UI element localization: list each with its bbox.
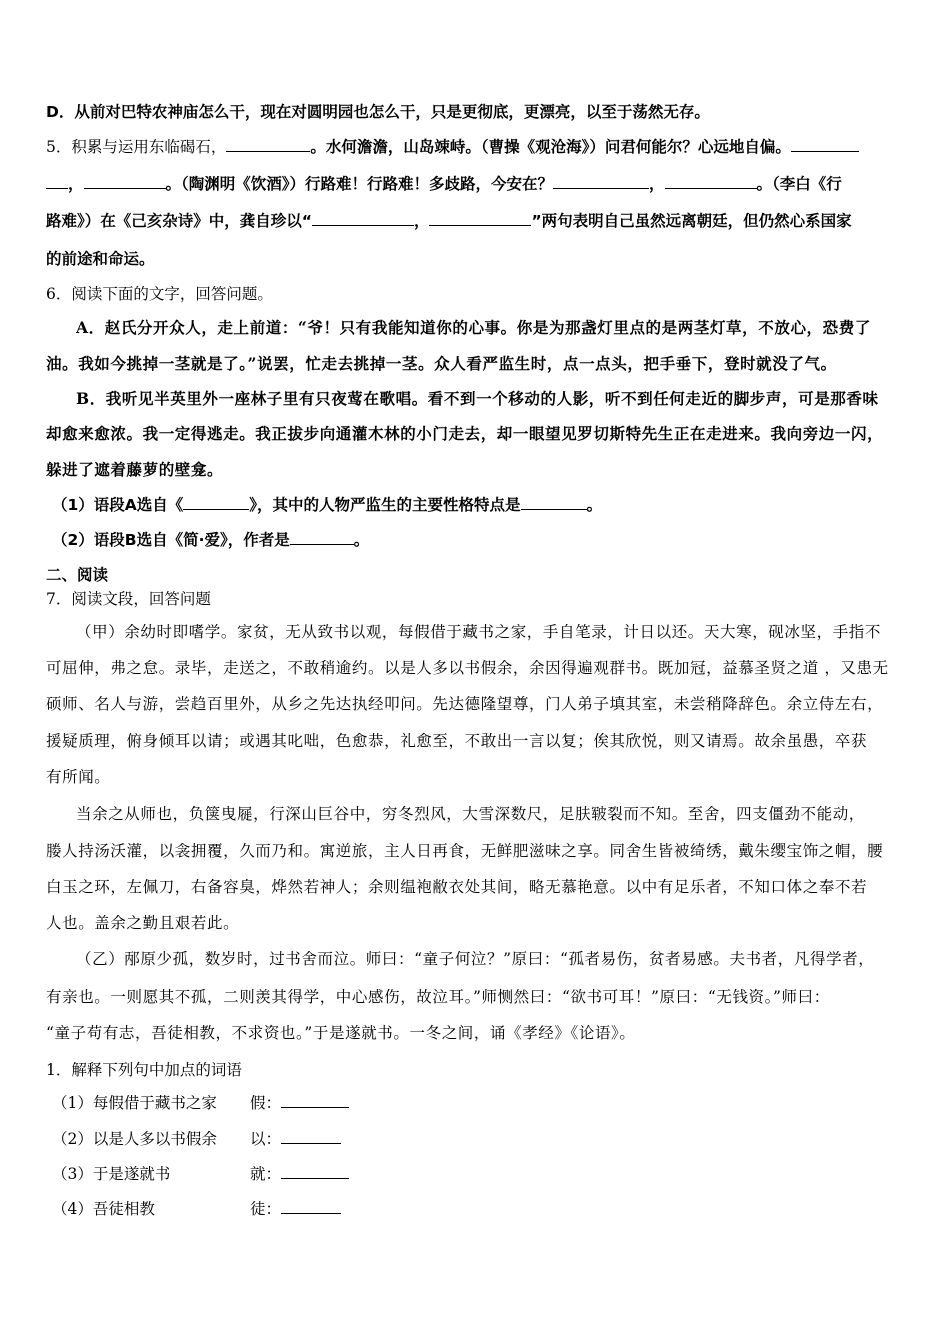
q7-jia-line-3: 硕师、名人与游，尝趋百里外，从乡之先达执经叩问。先达德隆望尊，门人弟子填其室，未尝稍降辞色。余立侍左右， — [46, 695, 884, 713]
q6-sq1-blank-1[interactable] — [183, 495, 249, 510]
q7-title: 7．阅读文段，回答问题 — [46, 590, 211, 608]
q7-explain-title: 1．解释下列句中加点的词语 — [46, 1061, 242, 1079]
q7-item-3-word: 就： — [250, 1165, 282, 1183]
q5-line-4: 的前途和命运。 — [46, 250, 155, 268]
q7-jia2-line-3: 白玉之环，左佩刀，右备容臭，烨然若神人；余则缊袍敝衣处其间，略无慕艳意。以中有足乐者，不知口体之奉不若 — [46, 878, 868, 896]
q7-explain-item — [52, 1093, 914, 1113]
q7-jia2-line-4: 人也。盖余之勤且艰若此。 — [46, 914, 240, 932]
q5-blank-1[interactable] — [226, 137, 310, 152]
q7-item-1-num: （1） — [52, 1094, 93, 1112]
q6-sq2-text-2: 。 — [353, 531, 370, 549]
q5-blank-8[interactable] — [429, 211, 531, 226]
q5-line-1 — [46, 137, 908, 157]
q5-number: 5．积累与运用东临碣石， — [46, 138, 227, 156]
q6-passage-b-line-3: 躲进了遮着藤萝的壁龛。 — [46, 460, 224, 479]
q5-text-9: ”两句表明自己虽然远离朝廷，但仍然心系国家 — [531, 212, 852, 230]
q6-sq2-blank[interactable] — [290, 530, 354, 545]
q6-sq1-blank-2[interactable] — [521, 495, 587, 510]
q7-item-2-text: 以是人多以书假余 — [92, 1130, 217, 1148]
section-2-title: 二、阅读 — [46, 566, 109, 584]
q7-explain-item — [52, 1129, 914, 1149]
q5-blank-6[interactable] — [665, 174, 757, 189]
q7-jia2-line-2: 媵人持汤沃灌，以衾拥覆，久而乃和。寓逆旅，主人日再食，无鲜肥滋味之享。同舍生皆被绮绣，戴朱缨宝饰之帽，腰 — [46, 842, 884, 860]
q7-item-3-sentence — [52, 1164, 250, 1184]
q5-line-3 — [46, 211, 908, 231]
q7-item-1-sentence — [52, 1093, 250, 1113]
q5-blank-7[interactable] — [312, 211, 414, 226]
q7-jia-line-1: （甲）余幼时即嗜学。家贫，无从致书以观，每假借于藏书之家，手自笔录，计日以还。天大寒，砚冰坚，手指不 — [76, 623, 882, 641]
q5-blank-5[interactable] — [553, 174, 649, 189]
q7-yi-line-1: （乙）邴原少孤，数岁时，过书舍而泣。师曰：“童子何泣？”原曰：“孤者易伤，贫者易感。夫书者，凡得学者， — [76, 950, 875, 968]
q7-item-4-word: 徒： — [250, 1200, 282, 1218]
q5-text-6: 。（李白《行 — [756, 175, 842, 193]
q6-passage-a-line-1: A．赵氏分开众人，走上前道：“爷！只有我能知道你的心事。你是为那盏灯里点的是两茎灯草，不放心，恐费了 — [76, 318, 871, 337]
q7-yi-line-2: 有亲也。一则愿其不孤，二则羡其得学，中心感伤，故泣耳。”师恻然曰：“欲书可耳！”原曰：“无钱资。”师曰： — [46, 988, 830, 1006]
q5-blank-3[interactable] — [46, 174, 68, 189]
q6-passage-a-line-2: 油。我如今挑掉一茎就是了。”说罢，忙走去挑掉一茎。众人看严监生时，点一点头，把手垂下，登时就没了气。 — [46, 354, 837, 373]
q7-jia2-line-1: 当余之从师也，负箧曳屣，行深山巨谷中，穷冬烈风，大雪深数尺，足肤皲裂而不知。至舍，四支僵劲不能动， — [76, 805, 865, 823]
q7-explain-item — [52, 1199, 914, 1219]
q7-item-3-text: 于是遂就书 — [92, 1165, 171, 1183]
q5-line-2 — [46, 174, 908, 194]
q7-item-2-blank[interactable] — [281, 1129, 341, 1144]
q7-item-4-blank[interactable] — [281, 1199, 341, 1214]
q5-text-7: 路难》）在《己亥杂诗》中，龚自珍以“ — [46, 212, 312, 230]
q6-sq1-text-2: 》，其中的人物严监生的主要性格特点是 — [249, 496, 521, 514]
q5-blank-4[interactable] — [84, 174, 166, 189]
q6-sq1-text-3: 。 — [586, 496, 603, 514]
q7-item-4-text: 吾徒相教 — [92, 1200, 155, 1218]
q6-passage-b-line-2: 却愈来愈浓。我一定得逃走。我正拔步向通灌木林的小门走去，却一眼望见罗切斯特先生正在走进来。我向旁边一闪， — [46, 424, 884, 443]
q6-sq1-text-1: （1）语段A选自《 — [52, 496, 184, 514]
q7-item-2-word: 以： — [250, 1130, 282, 1148]
q5-text-2: 。水何澹澹，山岛竦峙。（曹操《观沧海》）问君何能尔？心远地自偏。 — [310, 138, 791, 156]
q4-option-d: D．从前对巴特农神庙怎么干，现在对圆明园也怎么干，只是更彻底，更漂亮，以至于荡然无存。 — [46, 103, 710, 121]
q5-text-4: 。（陶渊明《饮酒》）行路难！行路难！多歧路，今安在？ — [165, 175, 554, 193]
q7-yi-line-3: “童子苟有志，吾徒相教，不求资也。”于是遂就书。一冬之间，诵《孝经》《论语》。 — [46, 1024, 636, 1042]
q7-item-1-word: 假： — [250, 1094, 282, 1112]
q7-item-1-text: 每假借于藏书之家 — [92, 1094, 217, 1112]
q7-explain-item — [52, 1164, 914, 1184]
q5-text-5: ， — [649, 175, 665, 193]
q6-subquestion-1 — [52, 495, 914, 515]
q6-title: 6．阅读下面的文字，回答问题。 — [46, 285, 273, 303]
q7-item-4-num: （4） — [52, 1200, 93, 1218]
q6-passage-b-line-1: B．我听见半英里外一座林子里有只夜莺在歌唱。看不到一个移动的人影，听不到任何走近的脚步声，可是那香味 — [76, 389, 879, 408]
q7-item-1-blank[interactable] — [281, 1093, 349, 1108]
q7-jia-line-2: 可屈伸，弗之怠。录毕，走送之，不敢稍逾约。以是人多以书假余，余因得遍观群书。既加冠，益慕圣贤之道 ，又患无 — [46, 659, 889, 677]
q7-item-2-num: （2） — [52, 1130, 93, 1148]
q7-item-2-sentence — [52, 1129, 250, 1149]
q6-subquestion-2 — [52, 530, 914, 550]
q7-jia-line-5: 有所闻。 — [46, 768, 111, 786]
q6-sq2-text-1: （2）语段B选自《简·爱》，作者是 — [52, 531, 290, 549]
q7-item-4-sentence — [52, 1199, 250, 1219]
q7-item-3-blank[interactable] — [281, 1164, 349, 1179]
q5-blank-2[interactable] — [791, 137, 859, 152]
q7-jia-line-4: 援疑质理，俯身倾耳以请；或遇其叱咄，色愈恭，礼愈至，不敢出一言以复；俟其欣悦，则又请焉。故余虽愚，卒获 — [46, 732, 868, 750]
q5-text-3: ， — [68, 175, 84, 193]
q5-text-8: ， — [413, 212, 430, 230]
q7-item-3-num: （3） — [52, 1165, 93, 1183]
